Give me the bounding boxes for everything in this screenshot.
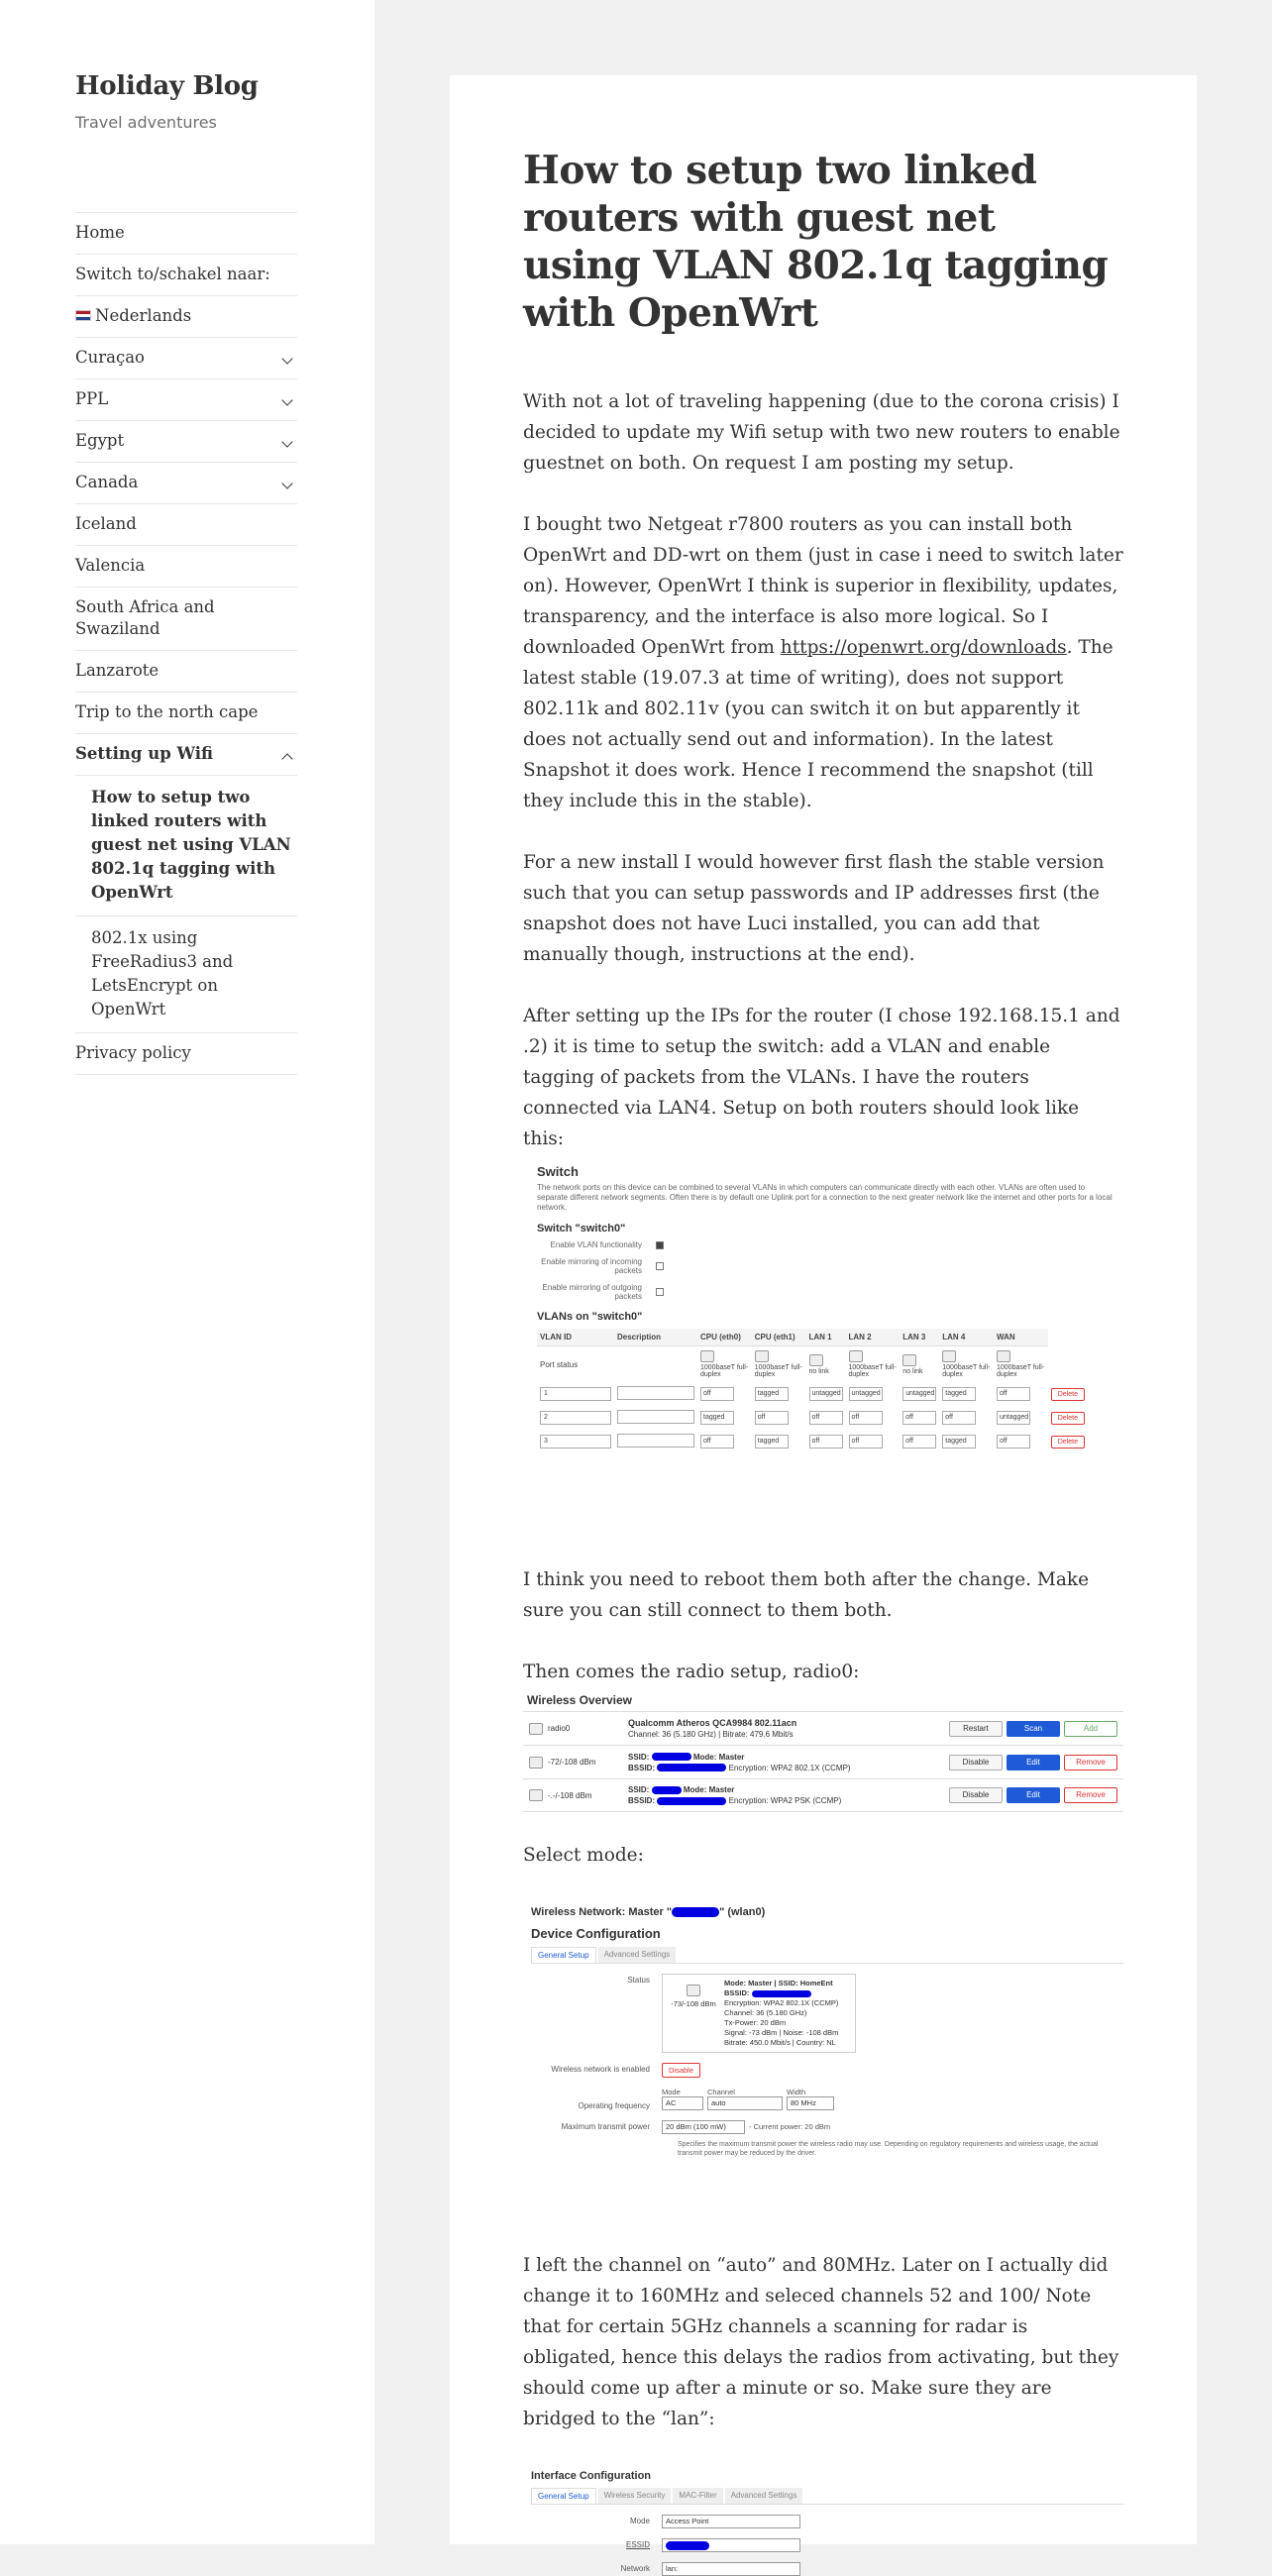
vlan-port-select[interactable]: off	[849, 1435, 883, 1449]
device-config-screenshot	[523, 1906, 1123, 2219]
interface-config-title: Interface Configuration	[531, 2470, 652, 2482]
mode-select[interactable]: AC	[662, 2096, 703, 2110]
paragraph-routers-b: . The latest stable (19.07.3 at time of writing), does not support 802.11k and 802.11v (you can switch it on but apparently it does not actually send out and information). In the latest Snapshot it does work. Hence I recommend the snapshot (till they include this in the stable).	[523, 637, 1113, 811]
signal-icon	[687, 1985, 700, 1996]
vlan-column-header: CPU (eth0)	[697, 1329, 752, 1346]
tab-wireless-security[interactable]: Wireless Security	[598, 2488, 672, 2504]
sidebar	[0, 0, 374, 2544]
port-status-text: no link	[902, 1367, 923, 1375]
vlan-column-header: LAN 3	[900, 1329, 939, 1346]
nav-ppl[interactable]	[75, 378, 297, 420]
net2-bssid-label: BSSID:	[628, 1796, 656, 1805]
port-status-cell	[994, 1346, 1048, 1383]
wireless-overview-screenshot	[523, 1693, 1123, 1812]
switch-title: Switch	[537, 1164, 579, 1179]
tab-advanced-settings[interactable]: Advanced Settings	[725, 2488, 803, 2504]
ethernet-port-icon	[755, 1350, 769, 1362]
vlan-id-input[interactable]: 1	[540, 1387, 611, 1401]
vlan-port-select[interactable]: off	[849, 1411, 883, 1425]
mirror-out-checkbox[interactable]	[656, 1288, 664, 1296]
option-vlan-label: Enable VLAN functionality	[550, 1240, 642, 1249]
tab-general-setup[interactable]: General Setup	[531, 2488, 596, 2504]
interface-config-tabs	[531, 2488, 1123, 2505]
vlan-port-cell	[900, 1406, 939, 1430]
article-card	[450, 75, 1197, 2573]
status-signal: -73/-108 dBm	[671, 1999, 716, 2008]
vlan-delete-cell	[1048, 1430, 1088, 1453]
enabled-field	[523, 2063, 1123, 2078]
nav-north-cape[interactable]: Trip to the north cape	[75, 692, 297, 733]
port-status-cell	[939, 1346, 994, 1383]
network-row-2	[523, 1778, 1123, 1812]
vlan-port-cell	[697, 1382, 752, 1406]
paragraph-radio: Then comes the radio setup, radio0:	[523, 1662, 860, 1682]
option-mirror-in	[537, 1257, 1123, 1275]
status-bssid-label: BSSID:	[724, 1988, 750, 1997]
iface-mode-field	[523, 2515, 1123, 2528]
restart-button[interactable]: Restart	[949, 1721, 1003, 1737]
net1-bssid-label: BSSID:	[628, 1763, 656, 1772]
iface-mode-select[interactable]: Access Point	[662, 2515, 800, 2528]
redacted-ssid	[652, 1753, 691, 1761]
port-status-cell	[752, 1346, 806, 1383]
network-row-1	[523, 1745, 1123, 1778]
chevron-up-icon[interactable]	[281, 753, 292, 764]
mirror-in-checkbox[interactable]	[656, 1262, 664, 1270]
vlan-description-cell	[614, 1382, 697, 1406]
paragraph-routers-a: I bought two Netgeat r7800 routers as you can install both OpenWrt and DD-wrt on them (just in case i need to switch later on). However, OpenWrt I think is superior in flexibility, updates, transparency, and the interface is also more logical. So I downloaded OpenWrt from	[523, 514, 1123, 658]
vlan-port-cell	[900, 1382, 939, 1406]
status-mode: Mode: Master | SSID: HomeEnt	[724, 1979, 833, 1987]
status-box	[662, 1974, 856, 2053]
remove-button[interactable]: Remove	[1064, 1787, 1117, 1803]
port-status-text: no link	[808, 1367, 829, 1375]
mode-header: Mode	[662, 2088, 681, 2096]
switch-subtitle: Switch "switch0"	[537, 1223, 626, 1234]
status-label: Status	[627, 1976, 650, 1985]
iface-essid-label: ESSID	[625, 2540, 650, 2549]
edit-button[interactable]: Edit	[1007, 1787, 1060, 1803]
vlan-port-cell	[697, 1430, 752, 1453]
port-status-blank	[614, 1346, 697, 1383]
vlan-column-header: WAN	[994, 1329, 1048, 1346]
vlan-port-select[interactable]: off	[997, 1435, 1030, 1449]
iface-network-label: Network	[620, 2564, 650, 2573]
switch-screenshot	[523, 1164, 1123, 1551]
vlan-description-input[interactable]	[617, 1410, 694, 1424]
nav-egypt[interactable]	[75, 420, 297, 462]
paragraph-install: For a new install I would however first flash the stable version such that you can setup passwords and IP addresses first (the snapshot does not have Luci installed, you can add that manually though, instructions at the end).	[523, 852, 1105, 965]
vlan-description-cell	[614, 1430, 697, 1453]
vlan-port-cell	[900, 1430, 939, 1453]
iface-essid-field	[523, 2538, 1123, 2552]
width-select[interactable]: 80 MHz	[787, 2096, 834, 2110]
disable-button[interactable]: Disable	[949, 1787, 1003, 1803]
vlan-port-select[interactable]: tagged	[942, 1435, 976, 1449]
nav-canada[interactable]	[75, 462, 297, 503]
vlan-port-select[interactable]: off	[700, 1387, 734, 1401]
main-navigation	[75, 212, 297, 1075]
site-branding	[75, 71, 259, 132]
nav-setting-up-wifi[interactable]	[75, 733, 297, 775]
device-config-tabs	[531, 1947, 1123, 1964]
netherlands-flag-icon	[75, 310, 91, 321]
paragraph-switch: After setting up the IPs for the router (I chose 192.168.15.1 and .2) it is time to setup the switch: add a VLAN and enable tagging of packets from the VLANs. I have the routers connected via LAN4. Setup on both routers should look like this:	[523, 1006, 1120, 1149]
vlan-port-select[interactable]: tagged	[700, 1411, 734, 1425]
vlan-port-select[interactable]: tagged	[755, 1435, 789, 1449]
vlan-table-header	[537, 1329, 1088, 1346]
option-vlan	[537, 1240, 1123, 1249]
status-channel: Channel: 36 (5.180 GHz)	[724, 2008, 807, 2017]
paragraph-intro: With not a lot of traveling happening (due to the corona crisis) I decided to update my Wifi setup with two new routers to enable guestnet on both. On request I am posting my setup.	[523, 391, 1120, 474]
power-field	[523, 2120, 1123, 2158]
vlan-port-cell	[939, 1406, 994, 1430]
network-title-b: " (wlan0)	[719, 1906, 766, 1918]
redacted-essid	[666, 2541, 709, 2550]
port-status-text: 1000baseT full-duplex	[754, 1364, 802, 1378]
vlan-row	[537, 1430, 1088, 1453]
redacted-bssid	[657, 1797, 726, 1805]
vlan-id-input[interactable]: 3	[540, 1435, 611, 1449]
vlan-id-cell	[537, 1406, 614, 1430]
vlan-port-select[interactable]: tagged	[755, 1387, 789, 1401]
redacted-ssid	[672, 1907, 719, 1917]
vlan-row	[537, 1406, 1088, 1430]
vlan-port-cell	[806, 1406, 846, 1430]
vlan-port-select[interactable]: untagged	[997, 1411, 1030, 1425]
status-encryption: Encryption: WPA2 802.1X (CCMP)	[724, 1998, 839, 2007]
device-config-title: Device Configuration	[531, 1926, 661, 1941]
paragraph-channel: I left the channel on “auto” and 80MHz. Later on I actually did change it to 160MHz and seleced channels 52 and 100/ Note that for certain 5GHz channels a scanning for radar is obligated, hence this delays the radios from activating, but they should come up after a minute or so. Make sure they are bridged to the “lan”:	[523, 2255, 1119, 2429]
page-title: How to setup two linked routers with guest net using VLAN 802.1q tagging with OpenWrt	[523, 148, 1109, 336]
nav-curacao-label: Curaçao	[75, 348, 145, 367]
status-signal-noise: Signal: -73 dBm | Noise: -108 dBm	[724, 2028, 839, 2037]
switch-description: The network ports on this device can be combined to several VLANs in which computers can communicate directly with each other. VLANs are often used to separate different network segments. Often there is by default one Uplink port for a connection to the next greater network like the internet and other ports for a local network.	[537, 1183, 1113, 1212]
network-select[interactable]: lan:	[662, 2562, 800, 2576]
nav-home[interactable]: Home	[75, 212, 297, 254]
status-field	[523, 1974, 1123, 2053]
wireless-overview-title: Wireless Overview	[527, 1693, 632, 1707]
openwrt-downloads-link[interactable]: https://openwrt.org/downloads	[780, 637, 1067, 658]
vlan-description-cell	[614, 1406, 697, 1430]
vlans-title: VLANs on "switch0"	[537, 1311, 643, 1323]
nav-curacao[interactable]	[75, 337, 297, 378]
vlan-port-select[interactable]: off	[902, 1411, 936, 1425]
edit-button[interactable]: Edit	[1007, 1755, 1060, 1771]
channel-select[interactable]: auto	[707, 2096, 783, 2110]
chevron-down-icon[interactable]	[281, 394, 292, 405]
vlan-port-cell	[846, 1430, 901, 1453]
nav-valencia[interactable]: Valencia	[75, 545, 297, 587]
vlan-column-header: VLAN ID	[537, 1329, 614, 1346]
nav-sub-freeradius[interactable]: 802.1x using FreeRadius3 and LetsEncrypt on OpenWrt	[75, 915, 297, 1032]
port-status-cell	[697, 1346, 752, 1383]
net2-encryption: Encryption: WPA2 PSK (CCMP)	[728, 1796, 842, 1805]
radio-name: Qualcomm Atheros QCA9984 802.11acn	[628, 1717, 797, 1728]
port-status-cell	[900, 1346, 939, 1383]
vlan-id-cell	[537, 1382, 614, 1406]
vlan-port-select[interactable]: untagged	[902, 1387, 936, 1401]
status-tx-power: Tx-Power: 20 dBm	[724, 2018, 787, 2027]
radio-label: radio0	[548, 1724, 571, 1733]
option-mirror-out	[537, 1283, 1123, 1301]
power-note: Specifies the maximum transmit power the wireless radio may use. Depending on regulatory requirements and wireless usage, the actual transmit power may be reduced by the driver.	[678, 2141, 1099, 2157]
vlan-delete-button[interactable]: Delete	[1051, 1412, 1085, 1425]
tab-advanced-settings[interactable]: Advanced Settings	[598, 1947, 677, 1963]
nav-sub-vlan-routers[interactable]: How to setup two linked routers with guest net using VLAN 802.1q tagging with OpenWrt	[75, 775, 297, 915]
vlan-delete-button[interactable]: Delete	[1051, 1388, 1085, 1401]
vlan-port-cell	[752, 1382, 806, 1406]
vlan-checkbox[interactable]	[656, 1241, 664, 1249]
redacted-bssid	[657, 1764, 726, 1771]
nav-iceland[interactable]: Iceland	[75, 503, 297, 545]
redacted-ssid	[652, 1786, 682, 1794]
add-button[interactable]: Add	[1064, 1721, 1117, 1737]
power-current: - Current power: 20 dBm	[749, 2122, 831, 2131]
disable-network-button[interactable]: Disable	[662, 2063, 700, 2078]
nav-wifi-label: Setting up Wifi	[75, 744, 213, 763]
vlan-port-status-row	[537, 1346, 1088, 1383]
port-status-text: 1000baseT full-duplex	[700, 1364, 749, 1378]
nav-nederlands-label: Nederlands	[95, 306, 192, 325]
vlan-id-input[interactable]: 2	[540, 1411, 611, 1425]
power-select[interactable]: 20 dBm (100 mW)	[662, 2120, 745, 2134]
port-status-text: 1000baseT full-duplex	[942, 1364, 991, 1378]
status-bitrate: Bitrate: 450.0 Mbit/s | Country: NL	[724, 2038, 836, 2047]
ethernet-port-icon	[997, 1350, 1010, 1362]
vlan-port-select[interactable]: off	[809, 1411, 843, 1425]
port-status-label: Port status	[540, 1359, 579, 1369]
wireless-network-title	[531, 1906, 1123, 1918]
nav-canada-label: Canada	[75, 473, 139, 491]
nav-privacy-policy[interactable]: Privacy policy	[75, 1032, 297, 1075]
vlan-port-cell	[697, 1406, 752, 1430]
vlan-column-header: LAN 1	[806, 1329, 846, 1346]
vlan-port-cell	[752, 1430, 806, 1453]
ethernet-port-icon	[942, 1350, 956, 1362]
paragraph-reboot: I think you need to reboot them both after the change. Make sure you can still connect to them both.	[523, 1569, 1090, 1621]
port-status-cell	[806, 1346, 846, 1383]
vlan-port-select[interactable]: off	[902, 1435, 936, 1449]
vlan-port-select[interactable]: untagged	[849, 1387, 883, 1401]
radio-icon	[529, 1723, 543, 1735]
scan-button[interactable]: Scan	[1007, 1721, 1060, 1737]
vlan-row	[537, 1382, 1088, 1406]
vlan-column-header: LAN 2	[846, 1329, 901, 1346]
interface-config-screenshot	[523, 2470, 1123, 2576]
tab-mac-filter[interactable]: MAC-Filter	[673, 2488, 722, 2504]
network-title-a: Wireless Network: Master "	[531, 1906, 673, 1918]
ethernet-port-icon	[849, 1350, 863, 1362]
vlan-port-cell	[994, 1382, 1048, 1406]
vlan-port-cell	[994, 1406, 1048, 1430]
frequency-field	[523, 2088, 1123, 2110]
net1-ssid-label: SSID:	[628, 1752, 650, 1762]
vlan-port-select[interactable]: off	[809, 1435, 843, 1449]
vlan-column-header: Description	[614, 1329, 697, 1346]
vlan-port-select[interactable]: off	[997, 1387, 1030, 1401]
chevron-down-icon[interactable]	[281, 436, 292, 447]
channel-header: Channel	[707, 2088, 735, 2096]
nav-egypt-label: Egypt	[75, 431, 125, 450]
radio-row	[523, 1711, 1123, 1745]
nav-lanzarote[interactable]: Lanzarote	[75, 650, 297, 692]
option-mirror-out-label: Enable mirroring of outgoing packets	[542, 1283, 642, 1301]
net2-mode: Mode: Master	[683, 1785, 735, 1794]
enabled-label: Wireless network is enabled	[551, 2065, 650, 2074]
signal-icon	[529, 1757, 543, 1769]
net1-signal: -72/-108 dBm	[548, 1758, 596, 1767]
article-content	[523, 147, 1123, 2576]
ethernet-port-icon	[809, 1354, 823, 1366]
site-title[interactable]: Holiday Blog	[75, 71, 259, 101]
signal-icon	[529, 1789, 543, 1801]
nav-south-africa[interactable]: South Africa and Swaziland	[75, 587, 297, 650]
net1-encryption: Encryption: WPA2 802.1X (CCMP)	[728, 1763, 851, 1772]
vlan-description-input[interactable]	[617, 1386, 694, 1400]
vlan-column-header: LAN 4	[939, 1329, 994, 1346]
ethernet-port-icon	[700, 1350, 714, 1362]
nav-nederlands[interactable]	[75, 295, 297, 337]
vlan-port-select[interactable]: off	[755, 1411, 789, 1425]
port-status-text: 1000baseT full-duplex	[848, 1364, 897, 1378]
essid-input[interactable]	[662, 2538, 800, 2552]
vlan-column-header: CPU (eth1)	[752, 1329, 806, 1346]
iface-mode-label: Mode	[629, 2517, 650, 2525]
vlan-table	[537, 1329, 1088, 1453]
port-status-text: 1000baseT full-duplex	[997, 1364, 1045, 1378]
vlan-port-cell	[806, 1382, 846, 1406]
iface-network-field	[523, 2562, 1123, 2576]
net2-signal: -.-/-108 dBm	[548, 1790, 592, 1800]
port-status-cell	[846, 1346, 901, 1383]
vlan-port-select[interactable]: off	[700, 1435, 734, 1449]
redacted-bssid	[752, 1990, 811, 1997]
vlan-port-cell	[846, 1406, 901, 1430]
paragraph-routers	[523, 509, 1123, 816]
vlan-description-input[interactable]	[617, 1434, 694, 1448]
vlan-port-cell	[994, 1430, 1048, 1453]
nav-ppl-label: PPL	[75, 389, 109, 408]
vlan-port-cell	[752, 1406, 806, 1430]
chevron-down-icon[interactable]	[281, 353, 292, 364]
vlan-port-select[interactable]: untagged	[809, 1387, 843, 1401]
net2-ssid-label: SSID:	[628, 1785, 650, 1794]
vlan-delete-button[interactable]: Delete	[1051, 1436, 1085, 1449]
vlan-port-cell	[939, 1382, 994, 1406]
vlan-port-cell	[939, 1430, 994, 1453]
chevron-down-icon[interactable]	[281, 478, 292, 488]
vlan-port-select[interactable]: off	[942, 1411, 976, 1425]
vlan-id-cell	[537, 1430, 614, 1453]
net1-mode: Mode: Master	[692, 1752, 745, 1762]
vlan-port-cell	[806, 1430, 846, 1453]
ethernet-port-icon	[902, 1354, 916, 1366]
option-mirror-in-label: Enable mirroring of incoming packets	[541, 1257, 642, 1275]
vlan-port-select[interactable]: tagged	[942, 1387, 976, 1401]
radio-info: Channel: 36 (5.180 GHz) | Bitrate: 479.6 Mbit/s	[628, 1729, 794, 1739]
vlan-delete-cell	[1048, 1382, 1088, 1406]
frequency-label: Operating frequency	[578, 2101, 650, 2110]
remove-button[interactable]: Remove	[1064, 1755, 1117, 1771]
site-description: Travel adventures	[75, 113, 217, 132]
width-header: Width	[787, 2088, 806, 2096]
nav-switch-language: Switch to/schakel naar:	[75, 254, 297, 295]
paragraph-select-mode: Select mode:	[523, 1845, 644, 1866]
vlan-delete-cell	[1048, 1406, 1088, 1430]
vlan-port-cell	[846, 1382, 901, 1406]
tab-general-setup[interactable]: General Setup	[531, 1947, 596, 1963]
disable-button[interactable]: Disable	[949, 1755, 1003, 1771]
power-label: Maximum transmit power	[561, 2122, 650, 2131]
